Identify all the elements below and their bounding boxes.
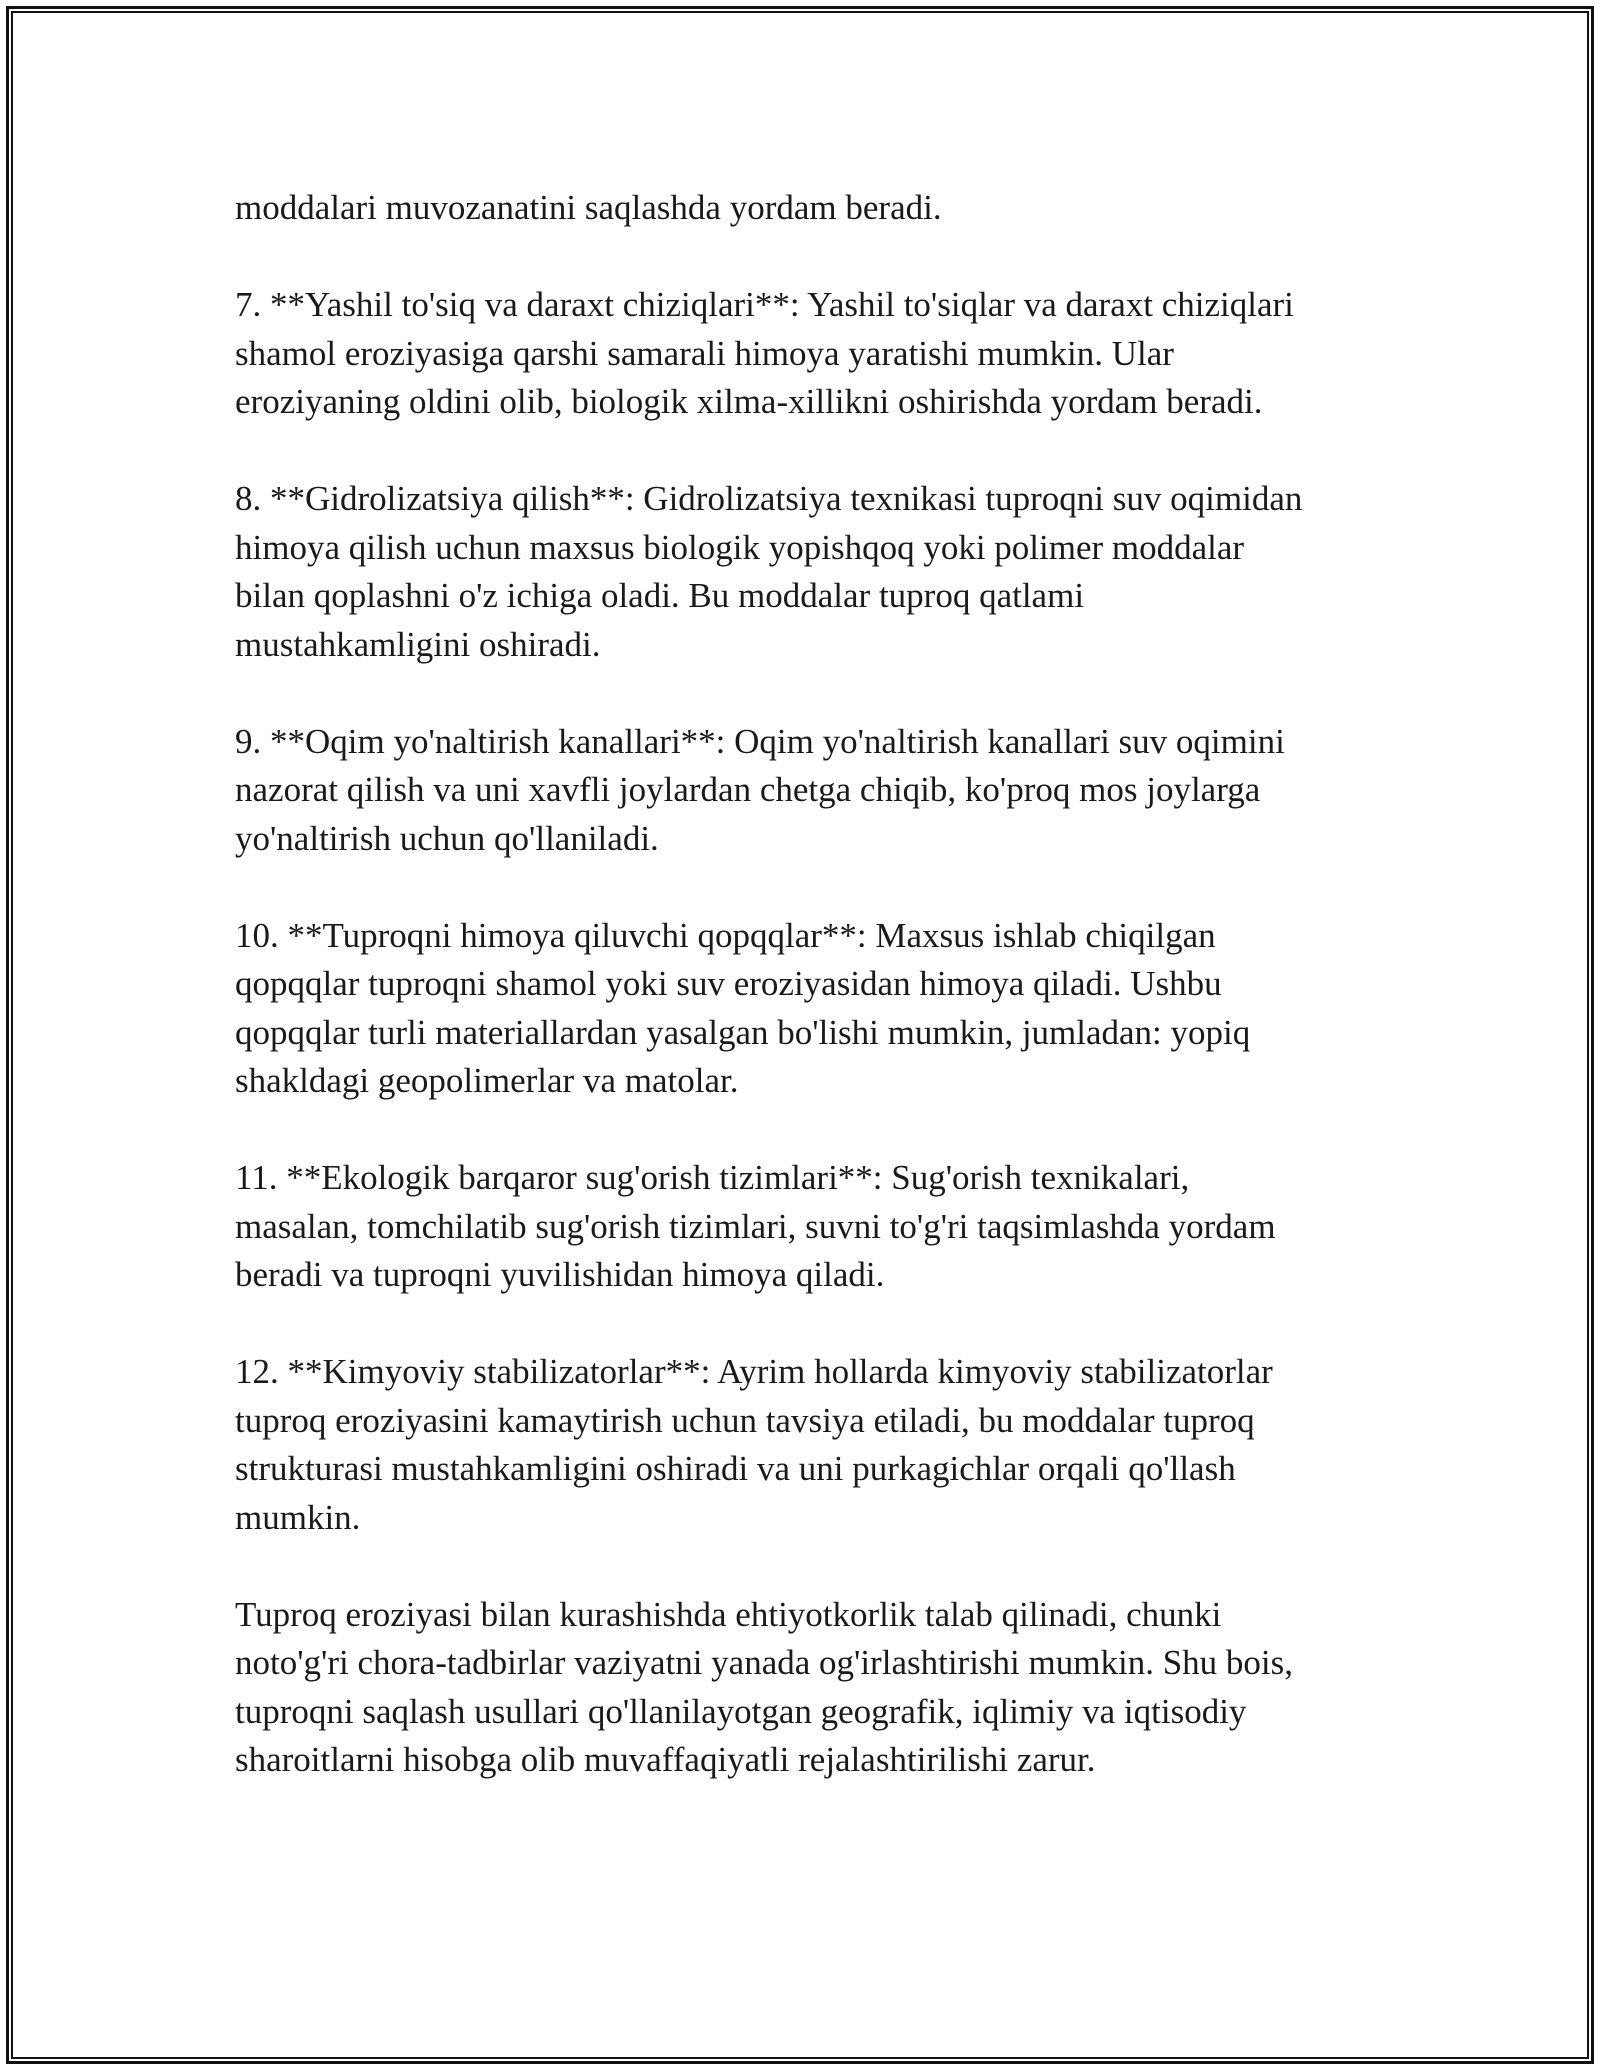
text-line: 7. **Yashil to'siq va daraxt chiziqlari**: Yashil to'siqlar va daraxt chiziqlari — [235, 285, 1294, 324]
text-line: 9. **Oqim yo'naltirish kanallari**: Oqim yo'naltirish kanallari suv oqimini — [235, 721, 1285, 761]
text-line: shamol eroziyasiga qarshi samarali himoya yaratishi mumkin. Ular — [235, 333, 1174, 373]
text-line: qopqqlar tuproqni shamol yoki suv eroziyasidan himoya qiladi. Ushbu — [235, 964, 1222, 1003]
text-line: nazorat qilish va uni xavfli joylardan chetga chiqib, ko'proq mos joylarga — [235, 770, 1261, 809]
text-line: himoya qilish uchun maxsus biologik yopishqoq yoki polimer moddalar — [235, 527, 1245, 567]
text-line: sharoitlarni hisobga olib muvaffaqiyatli rejalashtirilishi zarur. — [235, 1740, 1096, 1779]
text-line: noto'g'ri chora-tadbirlar vaziyatni yanada og'irlashtirishi mumkin. Shu bois, — [235, 1643, 1293, 1682]
text-line: mustahkamligini oshiradi. — [235, 624, 601, 664]
paragraph-item-10 — [235, 912, 1375, 1106]
text-line: beradi va tuproqni yuvilishidan himoya qiladi. — [235, 1255, 885, 1294]
text-line: 8. **Gidrolizatsiya qilish**: Gidrolizatsiya texnikasi tuproqni suv oqimidan — [235, 479, 1303, 518]
paragraph-item-12 — [235, 1348, 1375, 1542]
text-line: Tuproq eroziyasi bilan kurashishda ehtiyotkorlik talab qilinadi, chunki — [235, 1594, 1222, 1634]
text-line: masalan, tomchilatib sug'orish tizimlari, suvni to'g'ri taqsimlashda yordam — [235, 1206, 1276, 1246]
text-line: yo'naltirish uchun qo'llaniladi. — [235, 818, 659, 858]
text-line: bilan qoplashni o'z ichiga oladi. Bu moddalar tuproq qatlami — [235, 576, 1085, 615]
paragraph-item-7 — [235, 281, 1375, 427]
document-body — [235, 184, 1375, 1785]
text-line: tuproqni saqlash usullari qo'llanilayotgan geografik, iqlimiy va iqtisodiy — [235, 1691, 1247, 1731]
text-line: shakldagi geopolimerlar va matolar. — [235, 1061, 739, 1100]
text-line: mumkin. — [235, 1497, 361, 1537]
text-line: 10. **Tuproqni himoya qiluvchi qopqqlar**: Maxsus ishlab chiqilgan — [235, 915, 1216, 955]
paragraph-item-9 — [235, 718, 1375, 864]
paragraph-item-11 — [235, 1154, 1375, 1300]
text-line: 11. **Ekologik barqaror sug'orish tizimlari**: Sug'orish texnikalari, — [235, 1158, 1190, 1197]
paragraph-conclusion — [235, 1591, 1375, 1785]
text-line: 12. **Kimyoviy stabilizatorlar**: Ayrim hollarda kimyoviy stabilizatorlar — [235, 1352, 1273, 1391]
paragraph-item-8 — [235, 475, 1375, 669]
text-line: moddalari muvozanatini saqlashda yordam beradi. — [235, 188, 942, 227]
text-line: eroziyaning oldini olib, biologik xilma-xillikni oshirishda yordam beradi. — [235, 382, 1263, 421]
paragraph-intro — [235, 184, 1375, 233]
text-line: strukturasi mustahkamligini oshiradi va uni purkagichlar orqali qo'llash — [235, 1449, 1236, 1488]
text-line: qopqqlar turli materiallardan yasalgan bo'lishi mumkin, jumladan: yopiq — [235, 1012, 1251, 1052]
text-line: tuproq eroziyasini kamaytirish uchun tavsiya etiladi, bu moddalar tuproq — [235, 1400, 1255, 1440]
